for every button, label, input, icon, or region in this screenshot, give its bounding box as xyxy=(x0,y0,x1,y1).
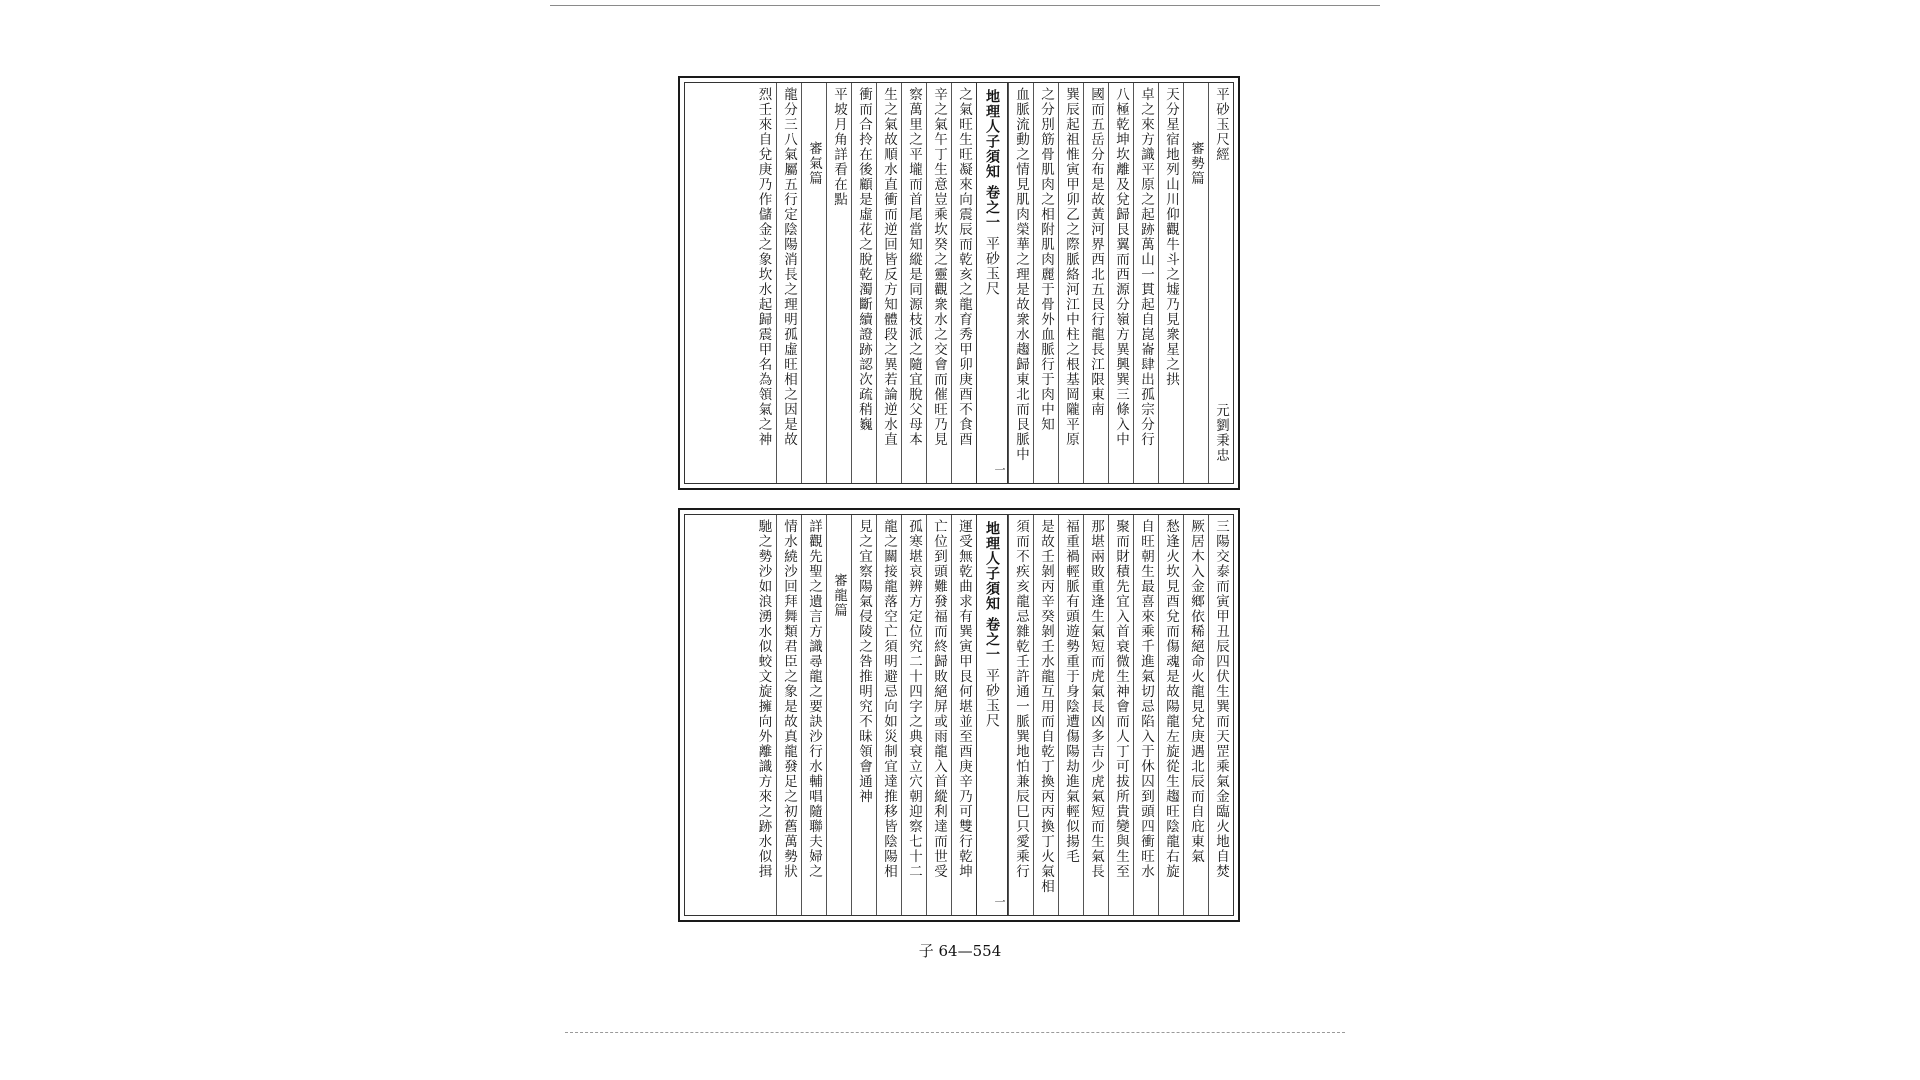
text-column xyxy=(951,83,976,483)
text-column xyxy=(951,515,976,915)
text-column xyxy=(826,83,851,483)
text-line: 聚而財積先宜入首衰微生神會而人丁可拔所貴變與生至 xyxy=(1113,519,1129,879)
text-line: 龍分三八氣屬五行定陰陽消長之理明孤虛旺相之因是故 xyxy=(781,87,797,447)
margin-page-number: 一 xyxy=(993,896,1006,907)
section-heading: 審勢篇 xyxy=(1188,141,1204,186)
text-column xyxy=(926,83,951,483)
section-heading: 審氣篇 xyxy=(806,141,822,186)
text-line: 三陽交泰而寅甲丑辰四伏生巽而天罡乘氣金臨火地自焚 xyxy=(1213,519,1229,879)
text-column xyxy=(1033,83,1058,483)
text-column xyxy=(1108,515,1133,915)
text-column xyxy=(1158,515,1183,915)
margin-volume: 卷之一 xyxy=(984,185,1000,230)
margin-volume: 卷之一 xyxy=(984,617,1000,662)
text-line: 見之宜察陽氣侵陵之咎推明究不昧領會通神 xyxy=(856,519,872,804)
margin-page-number: 一 xyxy=(993,464,1006,475)
text-column xyxy=(751,515,776,915)
text-line: 情水繞沙回拜舞類君臣之象是故真龍發足之初舊萬勢狀 xyxy=(781,519,797,879)
text-line: 天分星宿地列山川仰觀牛斗之墟乃見衆星之拱 xyxy=(1163,87,1179,387)
text-column xyxy=(1158,83,1183,483)
text-line: 亡位到頭難發福而終歸敗絕屏或雨龍入首縱利達而世受 xyxy=(931,519,947,879)
text-line: 烈壬來自兌庚乃作儲金之象坎水起歸震甲名為領氣之神 xyxy=(755,87,772,447)
section-heading: 審龍篇 xyxy=(831,573,847,618)
text-line: 之氣旺生旺凝來向震辰而乾亥之龍育秀甲卯庚酉不食酉 xyxy=(956,87,972,447)
text-line: 龍之關接龍落空亡須明避忌向如災制宜達推移皆陰陽相 xyxy=(881,519,897,879)
text-column xyxy=(1008,83,1033,483)
text-line: 福重禍輕脈有頭遊勢重于身陰遭傷陽劫進氣輕似揚毛 xyxy=(1063,519,1079,864)
bottom-scan-rule xyxy=(565,1032,1345,1033)
page-margin-center xyxy=(976,83,1008,483)
text-line: 須而不疾亥龍忌雜乾壬許通一脈巽地怕兼辰巳只愛乘行 xyxy=(1013,519,1029,879)
text-column xyxy=(876,83,901,483)
text-line: 巽辰起祖惟寅甲卯乙之際脈絡河江中柱之根基岡隴平原 xyxy=(1063,87,1079,447)
text-column xyxy=(801,515,826,915)
text-column xyxy=(1083,83,1108,483)
text-column xyxy=(1208,515,1233,915)
text-line: 孤寒堪哀辨方定位究二十四字之典衰立穴朝迎察七十二 xyxy=(906,519,922,879)
lower-text-columns xyxy=(684,514,1234,916)
text-column xyxy=(1033,515,1058,915)
text-line: 愁逢火坎見酉兌而傷魂是故陽龍左旋從生趨旺陰龍右旋 xyxy=(1163,519,1179,879)
text-column xyxy=(851,83,876,483)
section-heading-column xyxy=(801,83,826,483)
text-line: 察萬里之平壠而首尾當知縱是同源枝派之隨宜脫父母本 xyxy=(906,87,922,447)
text-line: 是故壬剝丙辛癸剝壬水龍互用而自乾丁換丙丙換丁火氣相 xyxy=(1038,519,1054,894)
text-column xyxy=(776,515,801,915)
book-title: 平砂玉尺經 xyxy=(1213,87,1229,162)
author-credit: 元劉秉忠 xyxy=(1213,403,1229,463)
margin-subtitle: 平砂玉尺 xyxy=(984,668,1000,728)
text-column xyxy=(1183,515,1208,915)
text-line: 辛之氣午丁生意豈乘坎癸之靈觀衆水之交會而催旺乃見 xyxy=(931,87,947,447)
text-column xyxy=(901,83,926,483)
text-column xyxy=(1083,515,1108,915)
section-heading-column xyxy=(826,515,851,915)
text-line: 衝而合拎在後顧是虛花之脫乾濁斷續證跡認次疏稍巍 xyxy=(856,87,872,432)
upper-text-page xyxy=(678,76,1240,490)
text-line: 國而五岳分布是故黃河界西北五艮行龍長江限東南 xyxy=(1088,87,1104,417)
text-line: 自旺朝生最喜來乘千進氣切忌陷入于休囚到頭四衝旺水 xyxy=(1138,519,1154,879)
text-line: 運受無乾曲求有巽寅甲艮何堪並至酉庚辛乃可雙行乾坤 xyxy=(956,519,972,879)
text-column xyxy=(751,83,776,483)
text-line: 卓之來方識平原之起跡萬山一貫起自崑崙肆出孤宗分行 xyxy=(1138,87,1154,447)
margin-subtitle: 平砂玉尺 xyxy=(984,236,1000,296)
text-column xyxy=(876,515,901,915)
text-line: 厥居木入金鄉依稀絕命火龍見兌庚遇北辰而自庇東氣 xyxy=(1188,519,1204,864)
text-line: 生之氣故順水直衝而逆回皆反方知體段之異若論逆水直 xyxy=(881,87,897,447)
text-line: 詳觀先聖之遺言方識尋龍之要訣沙行水輔唱隨聯夫婦之 xyxy=(806,519,822,879)
text-column xyxy=(1058,83,1083,483)
text-column xyxy=(926,515,951,915)
text-line: 平坡月角詳看在點 xyxy=(831,87,847,207)
text-column xyxy=(1008,515,1033,915)
margin-title: 地理人子須知 xyxy=(984,521,1000,611)
page-margin-center xyxy=(976,515,1008,915)
margin-title: 地理人子須知 xyxy=(984,89,1000,179)
text-column xyxy=(776,83,801,483)
text-column xyxy=(1133,83,1158,483)
text-line: 馳之勢沙如浪湧水似蛟文旋擁向外離識方來之跡水似揖 xyxy=(755,519,772,879)
top-scan-rule xyxy=(550,5,1380,6)
text-column xyxy=(1133,515,1158,915)
text-column xyxy=(901,515,926,915)
text-line: 之分別筋骨肌肉之相附肌肉麗于骨外血脈行于肉中知 xyxy=(1038,87,1054,432)
text-column xyxy=(1058,515,1083,915)
text-column xyxy=(1108,83,1133,483)
text-column xyxy=(851,515,876,915)
lower-text-page xyxy=(678,508,1240,922)
text-line: 那堪兩敗重逢生氣短而虎氣長凶多吉少虎氣短而生氣長 xyxy=(1088,519,1104,879)
section-heading-column xyxy=(1183,83,1208,483)
text-line: 血脈流動之情見肌肉榮華之理是故衆水趨歸東北而艮脈中 xyxy=(1013,87,1029,462)
upper-text-columns xyxy=(684,82,1234,484)
page-number: 子 64—554 xyxy=(918,942,1002,960)
title-column xyxy=(1208,83,1233,483)
text-line: 八極乾坤坎離及兌歸艮翼而西源分嶺方異興巽三條入中 xyxy=(1113,87,1129,447)
